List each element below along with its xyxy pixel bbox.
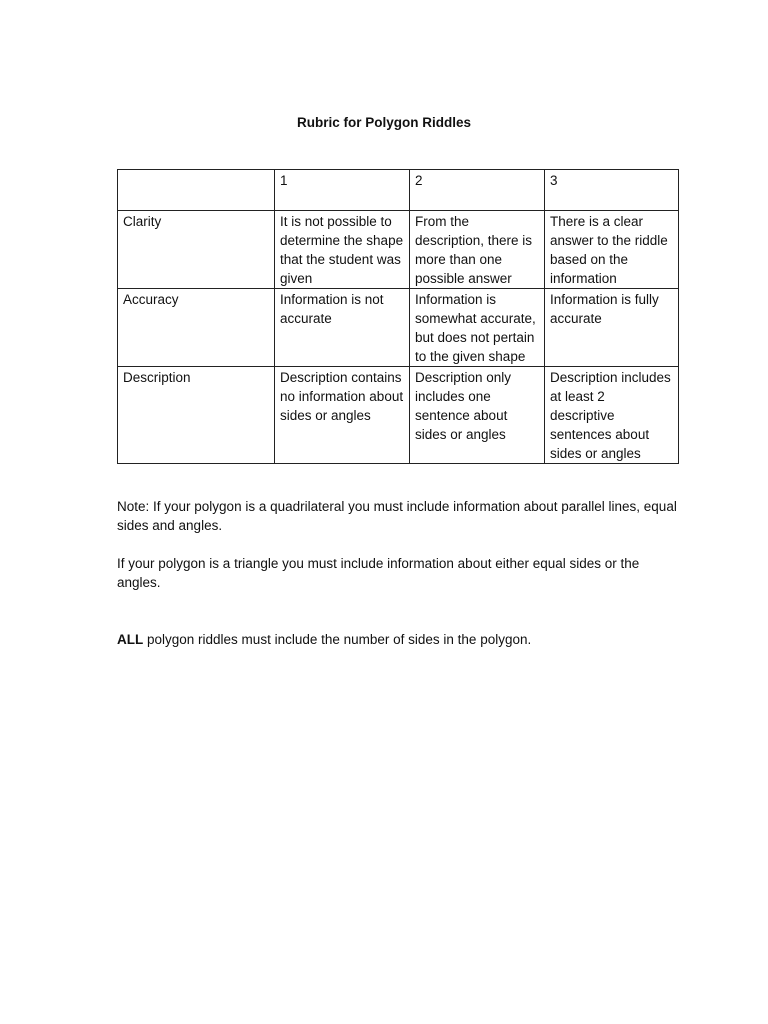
criterion-clarity: Clarity	[118, 211, 275, 289]
header-cell-criterion	[118, 170, 275, 211]
header-cell-score-1: 1	[275, 170, 410, 211]
table-cell: Description includes at least 2 descriptive sentences about sides or angles	[545, 367, 679, 464]
header-cell-score-2: 2	[410, 170, 545, 211]
table-row	[118, 211, 679, 289]
criterion-accuracy: Accuracy	[118, 289, 275, 367]
table-row	[118, 367, 679, 464]
note-triangle-text: If your polygon is a triangle you must include information about either equal sides or the angles.	[117, 556, 640, 590]
criterion-description: Description	[118, 367, 275, 464]
note-all-polygons	[117, 630, 677, 649]
note-quadrilateral-text: Note: If your polygon is a quadrilateral you must include information about parallel lines, equal sides and angles.	[117, 499, 677, 533]
table-cell: Information is not accurate	[275, 289, 410, 367]
rubric-table	[117, 169, 679, 464]
table-cell: Information is fully accurate	[545, 289, 679, 367]
note-all-text: polygon riddles must include the number of sides in the polygon.	[143, 632, 532, 647]
table-cell: From the description, there is more than one possible answer	[410, 211, 545, 289]
table-row	[118, 289, 679, 367]
table-cell: There is a clear answer to the riddle based on the information	[545, 211, 679, 289]
note-triangle	[117, 554, 677, 592]
document-title: Rubric for Polygon Riddles	[296, 115, 471, 130]
table-cell: Description only includes one sentence about sides or angles	[410, 367, 545, 464]
table-cell: Description contains no information about sides or angles	[275, 367, 410, 464]
table-cell: Information is somewhat accurate, but does not pertain to the given shape	[410, 289, 545, 367]
note-all-emphasis: ALL	[117, 632, 144, 647]
note-all-paragraph	[117, 630, 677, 649]
note-quadrilateral	[117, 497, 677, 535]
table-cell: It is not possible to determine the shape that the student was given	[275, 211, 410, 289]
header-cell-score-3: 3	[545, 170, 679, 211]
table-header-row	[118, 170, 679, 211]
